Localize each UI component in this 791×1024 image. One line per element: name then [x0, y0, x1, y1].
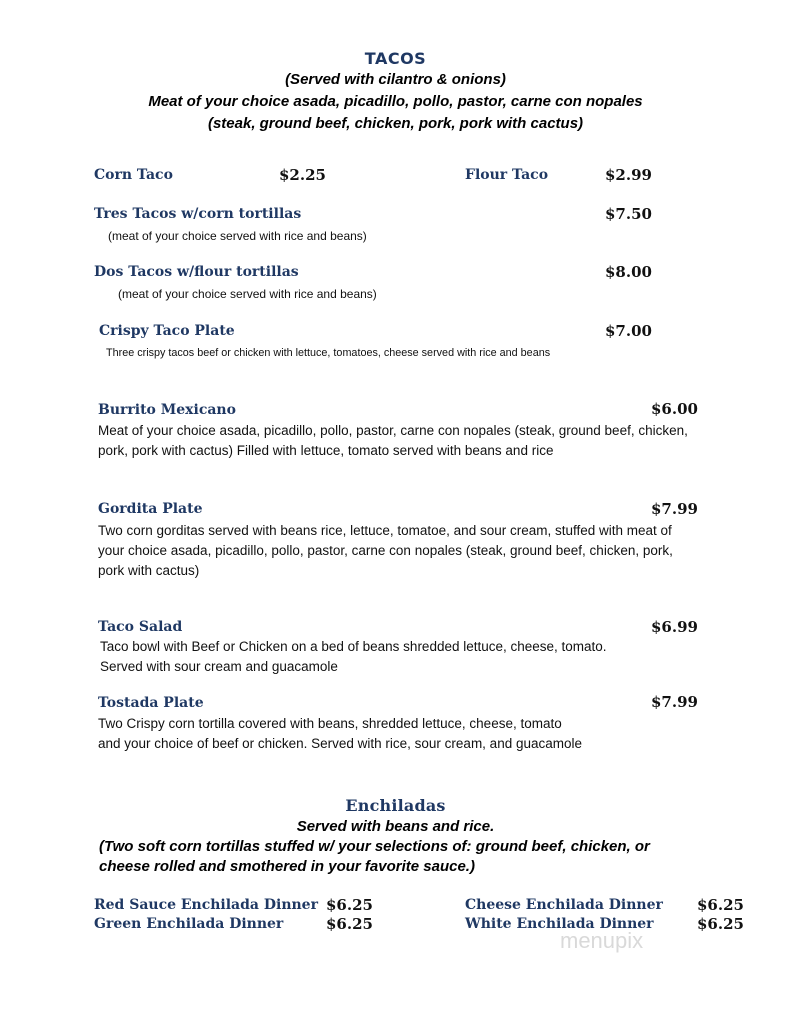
enchiladas-subtitle: Served with beans and rice. — [296, 818, 495, 835]
item-name-tres-tacos: Tres Tacos w/corn tortillas — [94, 206, 302, 222]
item-desc-gordita-line1: Two corn gorditas served with beans rice, lettuce, tomatoe, and sour cream, stuffed with meat of — [98, 523, 672, 538]
item-price-tres-tacos: $7.50 — [605, 205, 652, 223]
item-name-tostada-plate: Tostada Plate — [98, 695, 204, 711]
item-desc-tres-tacos: (meat of your choice served with rice and beans) — [108, 229, 367, 243]
section-title-enchiladas: Enchiladas — [345, 796, 446, 815]
item-desc-gordita-line3: pork with cactus) — [98, 563, 200, 578]
item-name-taco-salad: Taco Salad — [98, 619, 183, 635]
item-price-cheese-enchilada: $6.25 — [697, 896, 744, 914]
item-name-corn-taco: Corn Taco — [94, 167, 173, 183]
item-desc-burrito-line2: pork, pork with cactus) Filled with lettuce, tomato served with beans and rice — [98, 443, 554, 458]
item-price-corn-taco: $2.25 — [279, 166, 326, 184]
item-price-tostada-plate: $7.99 — [651, 693, 698, 711]
section-title-tacos: TACOS — [364, 49, 427, 68]
item-desc-gordita-line2: your choice asada, picadillo, pollo, pastor, carne con nopales (steak, ground beef, chicken, pork, — [98, 543, 673, 558]
item-price-flour-taco: $2.99 — [605, 166, 652, 184]
item-name-red-sauce-enchilada: Red Sauce Enchilada Dinner — [94, 897, 318, 913]
item-price-white-enchilada: $6.25 — [697, 915, 744, 933]
item-price-green-enchilada: $6.25 — [326, 915, 373, 933]
item-desc-tostada-line2: and your choice of beef or chicken. Served with rice, sour cream, and guacamole — [98, 736, 583, 751]
item-name-gordita-plate: Gordita Plate — [98, 501, 203, 517]
item-desc-crispy-taco-plate: Three crispy tacos beef or chicken with lettuce, tomatoes, cheese served with rice and beans — [106, 347, 551, 359]
tacos-subtitle: (Served with cilantro & onions) — [285, 71, 506, 88]
tacos-meat-options: Meat of your choice asada, picadillo, pollo, pastor, carne con nopales — [148, 93, 643, 110]
item-name-dos-tacos: Dos Tacos w/flour tortillas — [94, 264, 299, 280]
item-price-gordita-plate: $7.99 — [651, 500, 698, 518]
enchiladas-description-line1: (Two soft corn tortillas stuffed w/ your selections of: ground beef, chicken, or — [99, 838, 650, 855]
item-desc-taco-salad-line1: Taco bowl with Beef or Chicken on a bed of beans shredded lettuce, cheese, tomato. — [100, 639, 607, 654]
item-price-taco-salad: $6.99 — [651, 618, 698, 636]
item-name-green-enchilada: Green Enchilada Dinner — [94, 916, 284, 932]
tacos-meat-translation: (steak, ground beef, chicken, pork, pork with cactus) — [207, 115, 584, 132]
item-name-white-enchilada: White Enchilada Dinner — [465, 916, 654, 932]
item-price-burrito-mexicano: $6.00 — [651, 400, 698, 418]
menupix-watermark: menupix — [560, 928, 644, 953]
item-name-burrito-mexicano: Burrito Mexicano — [98, 402, 236, 418]
item-name-flour-taco: Flour Taco — [465, 167, 549, 183]
item-price-crispy-taco-plate: $7.00 — [605, 322, 652, 340]
item-price-dos-tacos: $8.00 — [605, 263, 652, 281]
item-desc-burrito-line1: Meat of your choice asada, picadillo, pollo, pastor, carne con nopales (steak, ground beef, chicken, — [98, 423, 688, 438]
item-desc-tostada-line1: Two Crispy corn tortilla covered with beans, shredded lettuce, cheese, tomato — [98, 716, 562, 731]
item-desc-taco-salad-line2: Served with sour cream and guacamole — [100, 659, 338, 674]
item-name-cheese-enchilada: Cheese Enchilada Dinner — [465, 897, 663, 913]
enchiladas-description-line2: cheese rolled and smothered in your favorite sauce.) — [99, 858, 475, 875]
item-price-red-sauce-enchilada: $6.25 — [326, 896, 373, 914]
item-desc-dos-tacos: (meat of your choice served with rice and beans) — [118, 287, 377, 301]
item-name-crispy-taco-plate: Crispy Taco Plate — [99, 323, 235, 339]
